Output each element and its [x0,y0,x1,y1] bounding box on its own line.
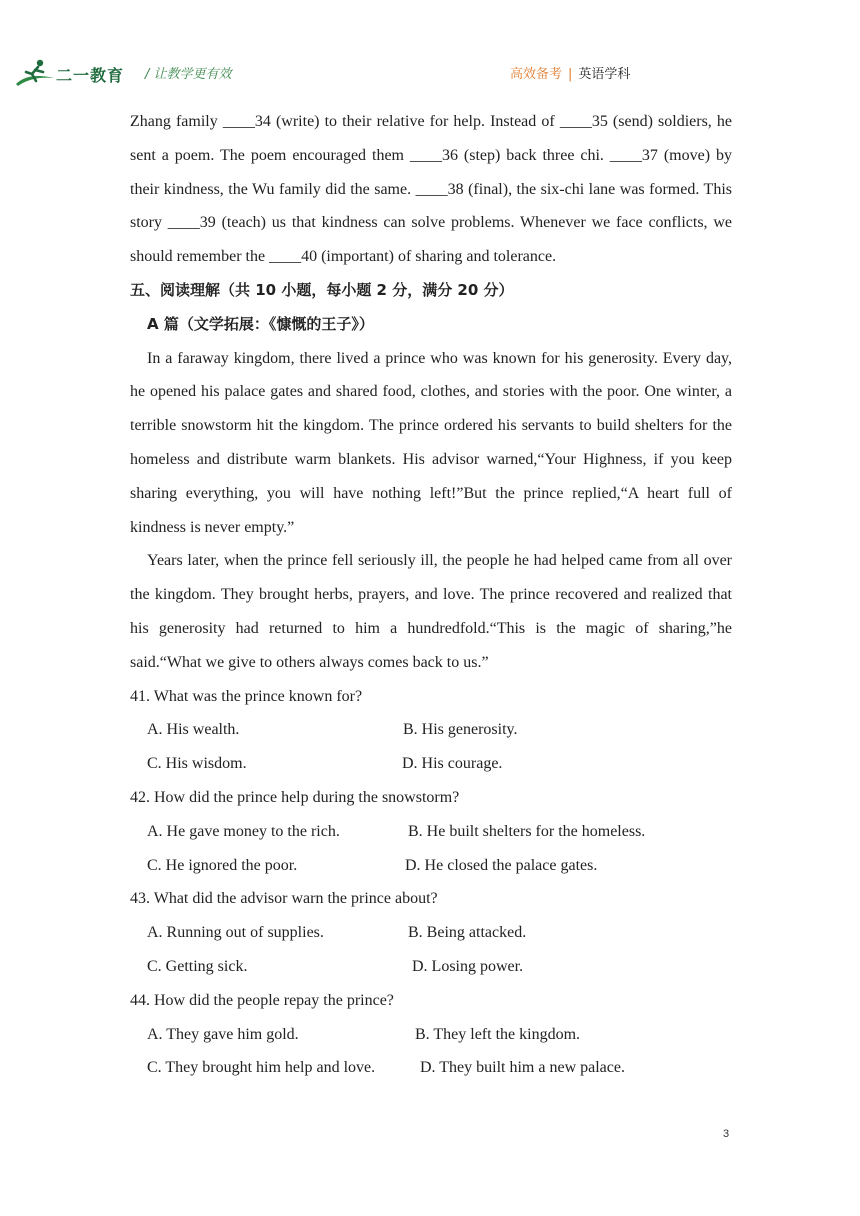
option-c: C. He ignored the poor. [147,856,298,874]
page-content [130,105,732,1085]
question [130,984,732,1085]
option-row [130,950,732,984]
option-row [130,849,732,883]
option-b: B. His generosity. [403,721,518,739]
option-row [130,1018,732,1052]
page-number: 3 [723,1128,730,1140]
option-row [130,815,732,849]
option-row [130,713,732,747]
option-b: B. He built shelters for the homeless. [408,822,646,840]
option-b: B. Being attacked. [408,924,527,942]
question-stem: 41. What was the prince known for? [130,687,363,705]
part-a-title: A 篇（文学拓展：《慷慨的王子》） [147,314,374,333]
question [130,680,732,781]
option-a: A. His wealth. [147,721,240,739]
option-a: A. He gave money to the rich. [147,822,340,840]
option-b: B. They left the kingdom. [415,1025,581,1043]
page-header [0,0,860,110]
section-title: 五、阅读理解（共 10 小题，每小题 2 分，满分 20 分） [130,280,514,299]
option-c: C. His wisdom. [147,755,247,773]
option-c: C. Getting sick. [147,957,248,975]
header-right [510,63,630,82]
question-stem: 43. What did the advisor warn the prince about? [130,890,438,908]
option-a: A. They gave him gold. [147,1025,299,1043]
option-c: C. They brought him help and love. [147,1059,376,1077]
option-d: D. He closed the palace gates. [405,856,598,874]
logo-text: 二一教育 [56,66,125,85]
option-a: A. Running out of supplies. [147,924,324,942]
option-d: D. They built him a new palace. [420,1059,625,1077]
passage-paragraph: Years later, when the prince fell seriously ill, the people he had helped came from all over the kingdom. They brought herbs, prayers, and love. The prince recovered and realized that his generosity had returned to him a hundredfold.“This is the magic of sharing,”he said.“What we give to others always comes back to us.” [130,552,732,671]
cloze-paragraph: Zhang family ____34 (write) to their relative for help. Instead of ____35 (send) soldiers, he sent a poem. The poem encouraged them ____36 (step) back three chi. ____37 (move) by their kindness, the Wu family did the same. ____38 (final), the six-chi lane was formed. This story ____39 (teach) us that kindness can solve problems. Whenever we face conflicts, we should remember the ____40 (important) of sharing and tolerance. [130,113,732,266]
passage-paragraph: In a faraway kingdom, there lived a prince who was known for his generosity. Every day, he opened his palace gates and shared food, clothes, and stories with the poor. One winter, a terrible snowstorm hit the kingdom. The prince ordered his servants to build shelters for the homeless and distribute warm blankets. His advisor warned,“Your Highness, if you keep sharing everything, you will have nothing left!”But the prince replied,“A heart full of kindness is never empty.” [130,349,732,536]
question [130,882,732,983]
option-d: D. Losing power. [412,957,524,975]
header-separator: | [568,67,573,82]
header-subject: 英语学科 [578,67,631,82]
logo [14,58,126,88]
option-d: D. His courage. [402,755,503,773]
question-stem: 44. How did the people repay the prince? [130,991,394,1009]
header-slogan: / 让教学更有效 [145,67,232,82]
question-stem: 42. How did the prince help during the snowstorm? [130,788,460,806]
header-prep-label: 高效备考 [510,67,563,82]
question [130,781,732,882]
option-row [130,1051,732,1085]
option-row [130,747,732,781]
option-row [130,916,732,950]
runner-logo-icon [14,58,58,88]
